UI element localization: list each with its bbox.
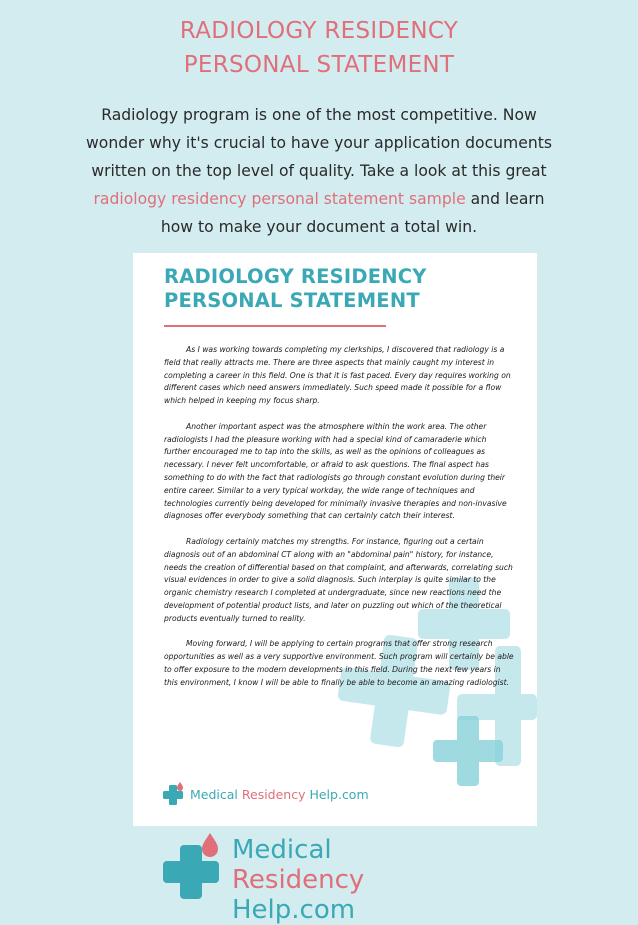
document-logo xyxy=(160,781,369,807)
page-title xyxy=(0,14,638,82)
document-logo-text: Medical Residency Help.com xyxy=(190,786,369,802)
document-body xyxy=(164,344,514,702)
intro-line: wonder why it's crucial to have your application documents xyxy=(86,134,552,152)
title-divider xyxy=(164,325,386,327)
blood-drop-icon xyxy=(202,833,218,857)
intro-line: how to make your document a total win. xyxy=(160,218,478,236)
sample-link[interactable]: radiology residency personal statement sample xyxy=(93,190,466,208)
document-paragraph: Radiology certainly matches my strengths. For instance, figuring out a certain diagnosis out of an abdominal CT along with an "abdominal pain" history, for instance, needs the creation of differential based on that complaint, and afterwards, correlating such visual evidences in order to give a solid diagnosis. Such interplay is quite similar to the organic chemistry research I completed at undergraduate, since new reactions need the development of potential product lists, and later on puzzling out which of the theoretical products eventually turned to reality. xyxy=(164,536,513,623)
page-title-line1: RADIOLOGY RESIDENCY xyxy=(179,18,459,44)
statement-document-preview xyxy=(133,253,537,826)
page-title-line2: PERSONAL STATEMENT xyxy=(183,52,455,78)
medical-cross-logo-icon xyxy=(160,781,186,807)
document-paragraph: Moving forward, I will be applying to certain programs that offer strong research opportunities as well as a very supportive environment. Such program will certainly be able to offer exposure to the modern developments in this field. During the next few years in this environment, I know I will be able to finally be able to become an amazing radiologist. xyxy=(164,639,514,687)
document-title-line2: PERSONAL STATEMENT xyxy=(164,289,420,312)
intro-line-tail: and learn xyxy=(465,190,545,208)
intro-line: Radiology program is one of the most competitive. Now xyxy=(101,106,537,124)
footer-logo-text: Medical Residency Help.com xyxy=(232,835,365,925)
medical-cross-logo-icon xyxy=(158,833,224,901)
document-paragraph: As I was working towards completing my clerkships, I discovered that radiology is a field that really attracts me. There are three aspects that mainly caught my interest in completing a career in this field. One is that it is fast paced. Every day requires working on different cases which need answers immediately. Such speed made it possible for a flow which helped in keeping my focus sharp. xyxy=(164,345,511,406)
intro-line: written on the top level of quality. Take a look at this great xyxy=(91,162,547,180)
intro-line xyxy=(18,185,620,213)
footer-logo xyxy=(158,833,518,925)
document-title xyxy=(164,265,427,313)
intro-paragraph xyxy=(18,101,620,241)
document-title-line1: RADIOLOGY RESIDENCY xyxy=(164,265,427,288)
document-paragraph: Another important aspect was the atmosphere within the work area. The other radiologists I had the pleasure working with had a special kind of camaraderie which further encouraged me to tap into the skills, as well as the opinions of colleagues as necessary. I never felt uncomfortable, or afraid to ask questions. The final aspect has something to do with the fact that radiologists go through constant evolution during their entire career. Similar to a very typical workday, the wide range of techniques and technologies currently being developed for minimally invasive therapies and non-invasive diagnoses offer everybody something that can certainly catch their interest. xyxy=(164,421,507,521)
